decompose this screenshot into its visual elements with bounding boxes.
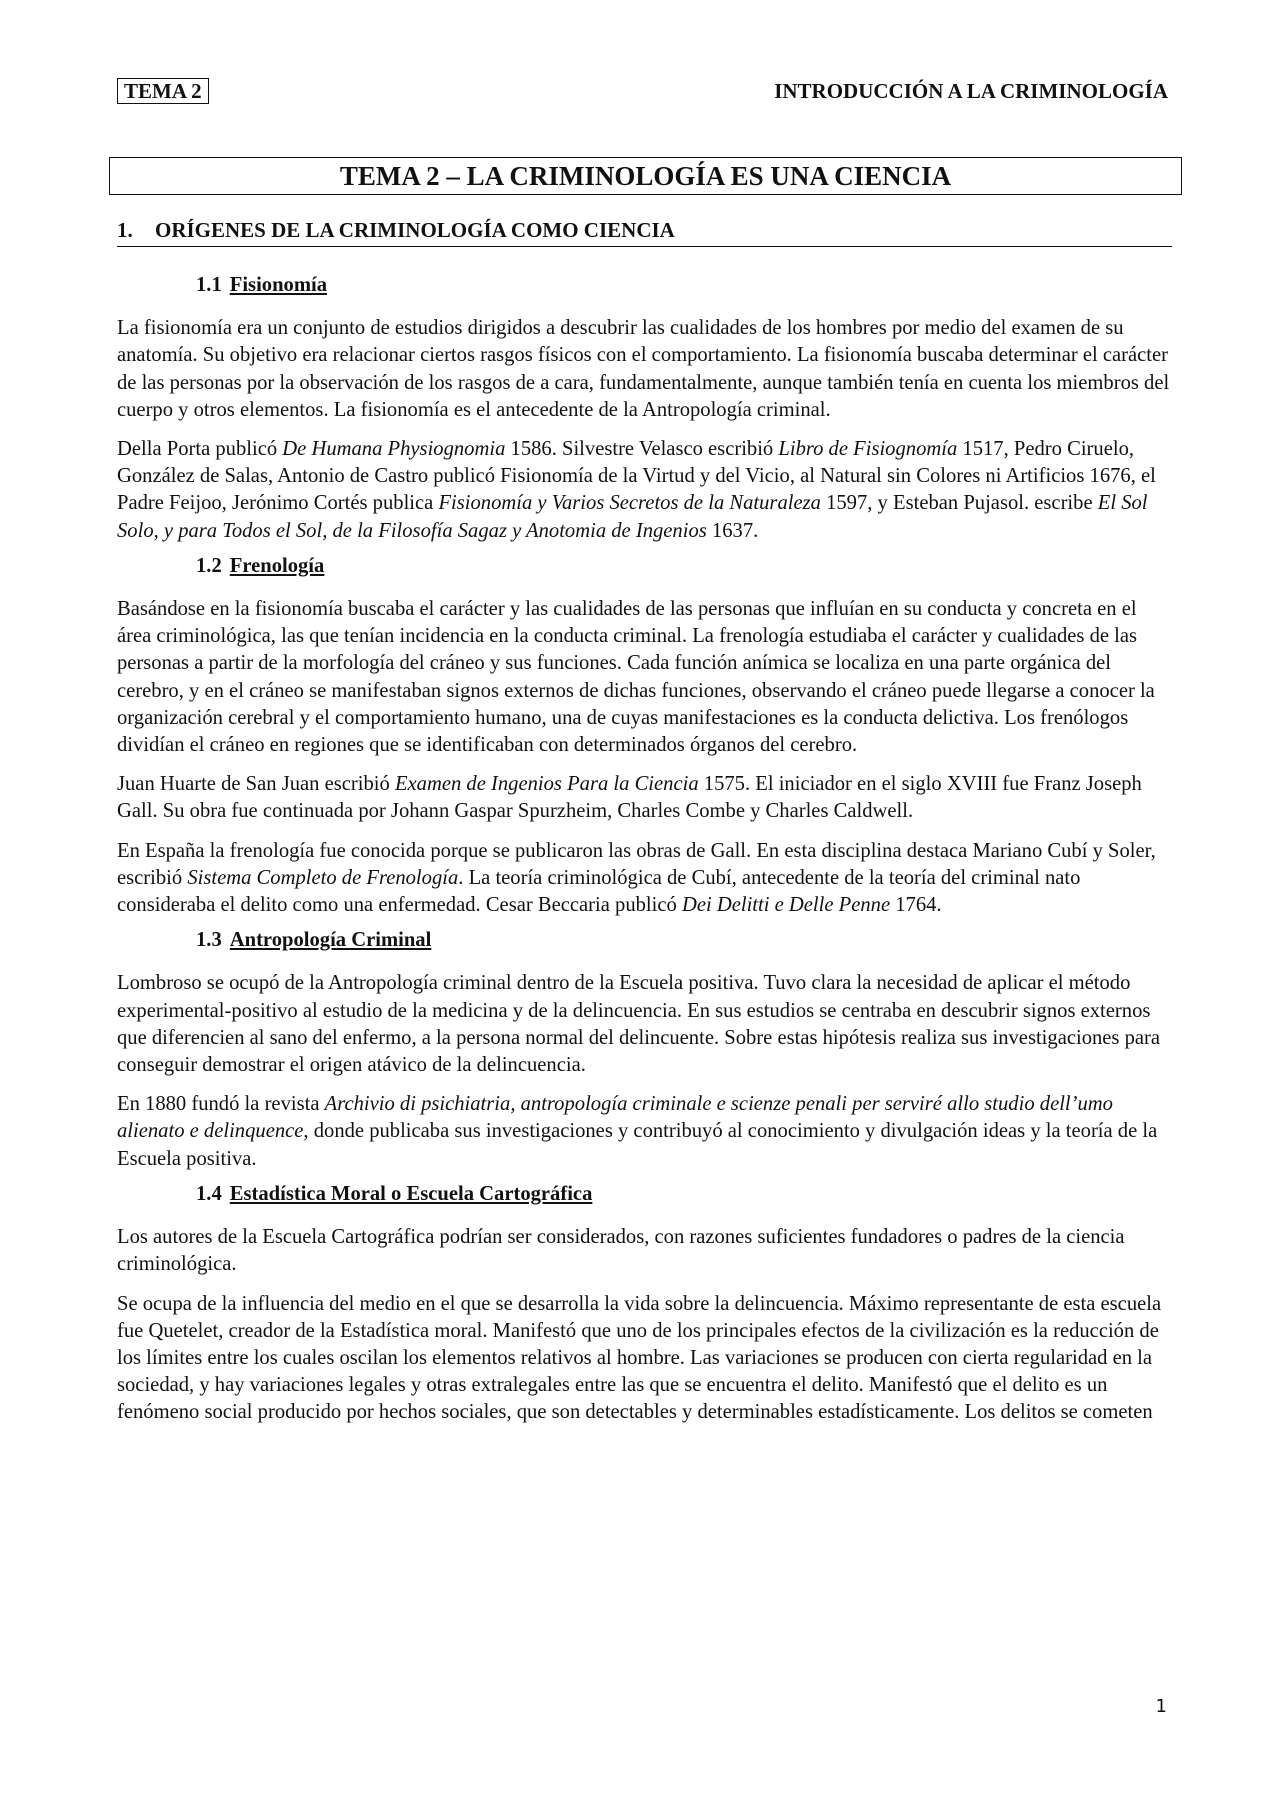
subsection-label: Estadística Moral o Escuela Cartográfica	[229, 1182, 593, 1205]
paragraph	[117, 1091, 1172, 1173]
paragraph	[117, 771, 1172, 825]
subsection-label: Antropología Criminal	[229, 929, 432, 952]
text-run: 1575. El iniciador en el siglo XVIII fue Franz Joseph Gall. Su obra fue continuada por Johann Gaspar Spurzheim, Charles Combe y Charles Caldwell.	[117, 773, 1142, 823]
book-title: Sistema Completo de Frenología	[187, 866, 459, 889]
section-label: ORÍGENES DE LA CRIMINOLOGÍA COMO CIENCIA	[155, 218, 675, 242]
paragraph	[117, 838, 1172, 920]
text-run: . La teoría criminológica de Cubí, antecedente de la teoría del criminal nato consideraba el delito como una enfermedad. Cesar Beccaria publicó	[117, 866, 1081, 917]
text-run: 1597, y Esteban Pujasol. escribe	[820, 492, 1098, 515]
text-run: Della Porta publicó	[117, 438, 283, 461]
book-title: Examen de Ingenios Para la Ciencia	[394, 773, 699, 796]
text-run: 1517, Pedro Ciruelo, González de Salas, Antonio de Castro publicó Fisionomía de la Virtud y del Vicio, al Natural sin Colores ni Artificios 1676, el Padre Feijoo, Jerónimo Cortés publica	[117, 438, 1156, 515]
page-number: 1	[1155, 1696, 1167, 1717]
text-run: 1764.	[890, 894, 942, 917]
journal-title: Archivio di psichiatria, antropología criminale e scienze penali per serviré allo studio dell’umo alienato e delinquence	[117, 1093, 1113, 1143]
subsection-number: 1.1	[196, 274, 222, 296]
section-heading	[117, 216, 1172, 247]
subsection-heading-antropologia	[196, 927, 1172, 954]
subsection-label: Frenología	[229, 554, 325, 577]
paragraph: Lombroso se ocupó de la Antropología criminal dentro de la Escuela positiva. Tuvo clara la necesidad de aplicar el método experimental-positivo al estudio de la medicina y de la delincuencia. En sus estudios se centraba en descubrir signos externos que diferencien al sano del enfermo, a la persona normal del delincuente. Sobre estas hipótesis realiza sus investigaciones para conseguir demostrar el origen atávico de la delincuencia.	[117, 972, 1161, 1077]
subsection-label: Fisionomía	[229, 274, 328, 296]
paragraph: La fisionomía era un conjunto de estudios dirigidos a descubrir las cualidades de los hombres por medio del examen de su anatomía. Su objetivo era relacionar ciertos rasgos físicos con el comportamiento. La fisionomía buscaba determinar el carácter de las personas por la observación de los rasgos de a cara, fundamentalmente, aunque también tenía en cuenta los miembros del cuerpo y otros elementos. La fisionomía es el antecedente de la Antropología criminal.	[117, 317, 1170, 421]
paragraph	[117, 436, 1172, 545]
subsection-number: 1.4	[196, 1182, 222, 1205]
book-title: De Humana Physiognomia	[282, 438, 506, 461]
subsection-heading-frenologia	[196, 553, 1172, 580]
subsection-number: 1.2	[196, 554, 222, 577]
book-title: Fisionomía y Varios Secretos de la Naturaleza	[438, 492, 821, 515]
document-title: TEMA 2 – LA CRIMINOLOGÍA ES UNA CIENCIA	[109, 157, 1182, 195]
book-title: Dei Delitti e Delle Penne	[681, 894, 891, 917]
book-title: El Sol Solo, y para Todos el Sol, de la Filosofía Sagaz y Anotomia de Ingenios	[117, 492, 1148, 542]
paragraph: Basándose en la fisionomía buscaba el carácter y las cualidades de las personas que influían en su conducta y concreta en el área criminológica, las que tenían incidencia en la conducta criminal. La frenología estudiaba el carácter y cualidades de las personas a partir de la morfología del cráneo y sus funciones. Cada función anímica se localiza en una parte orgánica del cerebro, y en el cráneo se manifestaban signos externos de dichas funciones, observando el cráneo puede llegarse a conocer la organización cerebral y el comportamiento humano, una de cuyas manifestaciones es la conducta delictiva. Los frenólogos dividían el cráneo en regiones que se identificaban con determinados órganos del cerebro.	[117, 598, 1155, 757]
header-course-title: INTRODUCCIÓN A LA CRIMINOLOGÍA	[774, 79, 1168, 103]
header-topic-box: TEMA 2	[117, 78, 209, 104]
section-number: 1.	[117, 218, 133, 242]
text-run: En 1880 fundó la revista	[117, 1093, 325, 1116]
text-run: En España la frenología fue conocida porque se publicaron las obras de Gall. En esta disciplina destaca Mariano Cubí y Soler, escribió	[117, 839, 1156, 889]
book-title: Libro de Fisiognomía	[778, 438, 958, 461]
text-run: 1586. Silvestre Velasco escribió	[505, 438, 779, 461]
text-run: Juan Huarte de San Juan escribió	[117, 773, 395, 796]
subsection-number: 1.3	[196, 929, 222, 952]
subsection-heading-fisionomia	[196, 272, 1172, 299]
text-run: , donde publicaba sus investigaciones y contribuyó al conocimiento y divulgación ideas y la teoría de la Escuela positiva.	[117, 1120, 1158, 1170]
document-body	[117, 272, 1172, 1439]
subsection-heading-estadistica	[196, 1181, 1172, 1208]
paragraph: Los autores de la Escuela Cartográfica podrían ser considerados, con razones suficientes fundadores o padres de la ciencia criminológica.	[117, 1226, 1125, 1276]
text-run: 1637.	[706, 519, 759, 542]
paragraph: Se ocupa de la influencia del medio en el que se desarrolla la vida sobre la delincuencia. Máximo representante de esta escuela fue Quetelet, creador de la Estadística moral. Manifestó que uno de los principales efectos de la civilización es la reducción de los límites entre los cuales oscilan los elementos relativos al hombre. Las variaciones se producen con cierta regularidad en la sociedad, y hay variaciones legales y otras extralegales entre las que se encuentra el delito. Manifestó que el delito es un fenómeno social producido por hechos sociales, que son detectables y determinables estadísticamente. Los delitos se cometen	[117, 1292, 1162, 1424]
